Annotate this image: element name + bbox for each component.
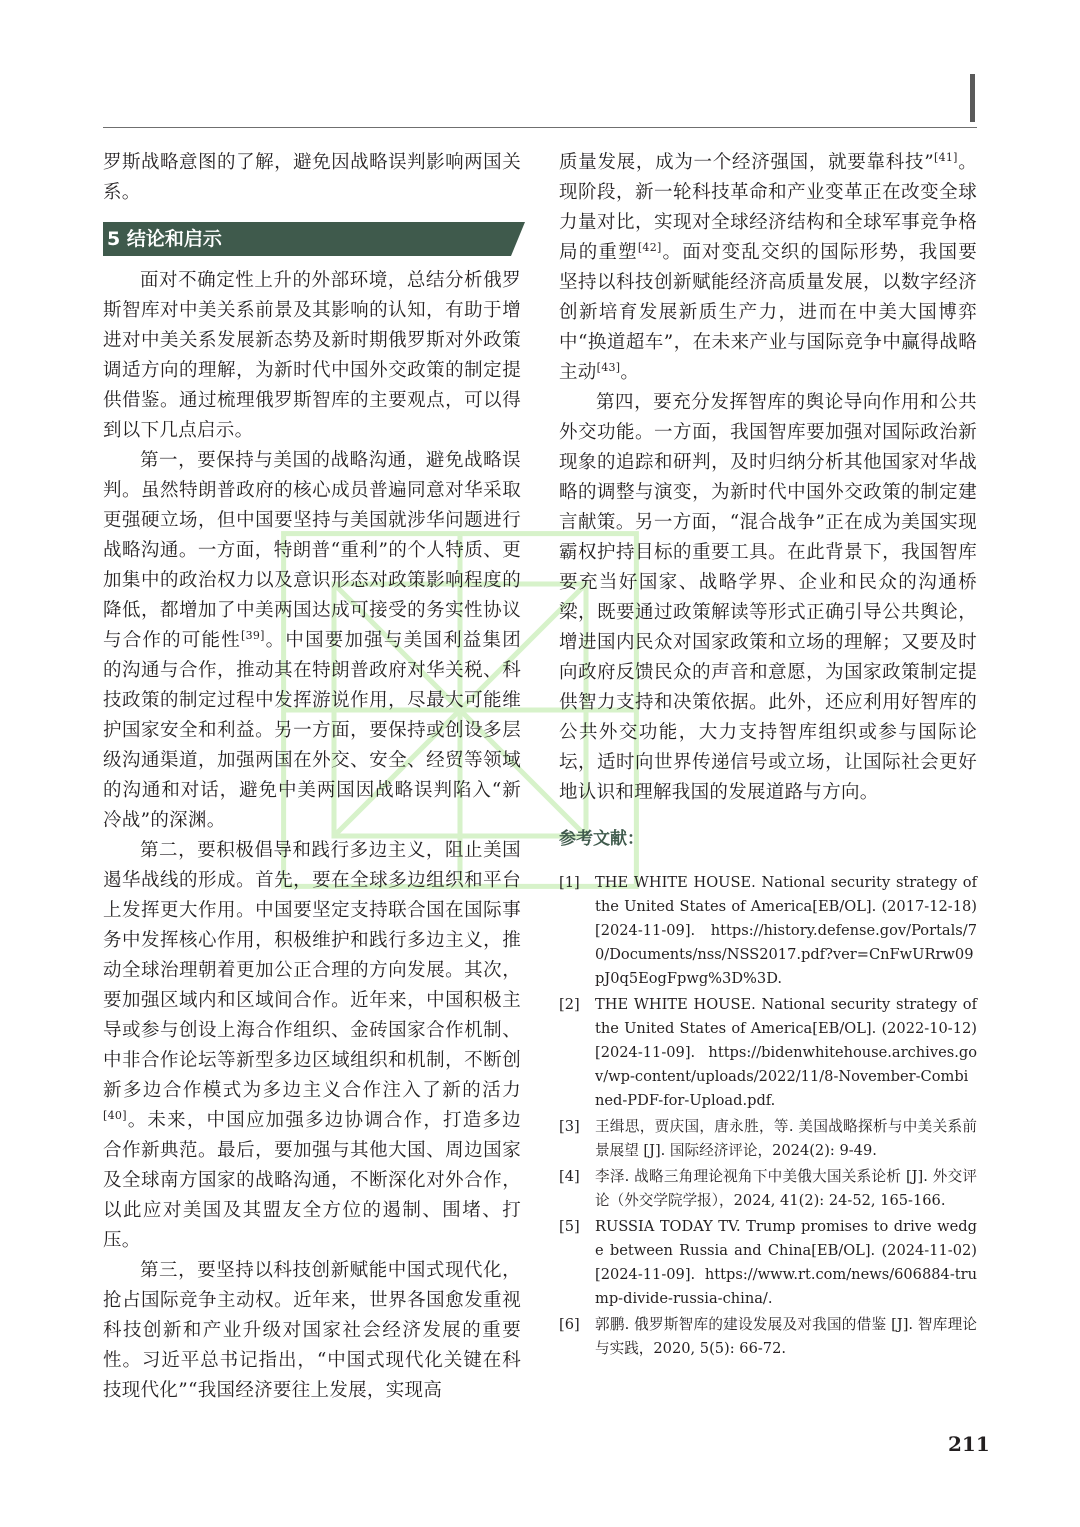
reference-item: [5] RUSSIA TODAY TV. Trump promises to drive wedge between Russia and China[EB/OL]. (2024-11-02) [2024-11-09]. https://www.rt.com/news/606884-trump-divide-russia-china/. [559,1218,977,1307]
reference-item: [4] 李泽. 战略三角理论视角下中美俄大国关系论析 [J]. 外交评论（外交学院学报），2024, 41(2): 24-52, 165-166. [559,1168,977,1209]
reference-item: [1] THE WHITE HOUSE. National security strategy of the United States of America[EB/OL]. (2017-12-18) [2024-11-09]. https://history.defense.gov/Portals/70/Documents/nss/NSS2017.pdf?ver=CnFwURrw09pJ0q5EogFpwg%3D%3D. [559,874,977,987]
right-column [559,148,977,1363]
reference-item: [3] 王缉思，贾庆国，唐永胜，等. 美国战略探析与中美关系前景展望 [J]. 国际经济评论，2024(2): 9-49. [559,1118,977,1159]
page-number: 211 [948,1432,990,1456]
paragraph-fourth-point: 第四，要充分发挥智库的舆论导向作用和公共外交功能。一方面，我国智库要加强对国际政治新现象的追踪和研判，及时归纳分析其他国家对华战略的调整与演变，为新时代中国外交政策的制定建言献策。另一方面，“混合战争”正在成为美国实现霸权护持目标的重要工具。在此背景下，我国智库要充当好国家、战略学界、企业和民众的沟通桥梁，既要通过政策解读等形式正确引导公共舆论，增进国内民众对国家政策和立场的理解；又要及时向政府反馈民众的声音和意愿，为国家政策制定提供智力支持和决策依据。此外，还应利用好智库的公共外交功能，大力支持智库组织或参与国际论坛，适时向世界传递信号或立场，让国际社会更好地认识和理解我国的发展道路与方向。 [559,392,977,803]
section-heading: 5 结论和启示 [103,222,511,256]
references-heading: 参考文献： [559,829,644,849]
citation-42: [42] [637,240,662,254]
paragraph-third-point: 第三，要坚持以科技创新赋能中国式现代化，抢占国际竞争主动权。近年来，世界各国愈发重视科技创新和产业升级对国家社会经济发展的重要性。习近平总书记指出，“中国式现代化关键在科技现代化”“我国经济要往上发展，实现高 [103,1260,521,1401]
header-rule [103,127,977,128]
header-mark [970,74,975,122]
citation-40: [40] [103,1108,127,1122]
left-column [103,148,521,1406]
paragraph-third-point-continued: 质量发展，成为一个经济强国，就要靠科技”[41]。现阶段，新一轮科技革命和产业变革正在改变全球力量对比，实现对全球经济结构和全球军事竞争格局的重塑[42]。面对变乱交织的国际形势，我国要坚持以科技创新赋能经济高质量发展，以数字经济创新培育发展新质生产力，进而在中美大国博弈中“换道超车”，在未来产业与国际竞争中赢得战略主动[43]。 [559,150,977,383]
citation-43: [43] [596,360,621,374]
citation-41: [41] [933,150,958,164]
paragraph-second-point: 第二，要积极倡导和践行多边主义，阻止美国遏华战线的形成。首先，要在全球多边组织和平台上发挥更大作用。中国要坚定支持联合国在国际事务中发挥核心作用，积极维护和践行多边主义，推动全球治理朝着更加公正合理的方向发展。其次，要加强区域内和区域间合作。近年来，中国积极主导或参与创设上海合作组织、金砖国家合作机制、中非合作论坛等新型多边区域组织和机制，不断创新多边合作模式为多边主义合作注入了新的活力[40]。未来，中国应加强多边协调合作，打造多边合作新典范。最后，要加强与其他大国、周边国家及全球南方国家的战略沟通，不断深化对外合作，以此应对美国及其盟友全方位的遏制、围堵、打压。 [103,840,521,1251]
paragraph-first-point: 第一，要保持与美国的战略沟通，避免战略误判。虽然特朗普政府的核心成员普遍同意对华采取更强硬立场，但中国要坚持与美国就涉华问题进行战略沟通。一方面，特朗普“重利”的个人特质、更加集中的政治权力以及意识形态对政策影响程度的降低，都增加了中美两国达成可接受的务实性协议与合作的可能性[39]。中国要加强与美国利益集团的沟通与合作，推动其在特朗普政府对华关税、科技政策的制定过程中发挥游说作用，尽最大可能维护国家安全和利益。另一方面，要保持或创设多层级沟通渠道，加强两国在外交、安全、经贸等领域的沟通和对话，避免中美两国因战略误判陷入“新冷战”的深渊。 [103,450,521,831]
reference-item: [2] THE WHITE HOUSE. National security strategy of the United States of America[EB/OL]. (2022-10-12) [2024-11-09]. https://bidenwhitehouse.archives.gov/wp-content/uploads/2022/11/8-November-Combined-PDF-for-Upload.pdf. [559,996,977,1109]
paragraph-continued: 罗斯战略意图的了解，避免因战略误判影响两国关系。 [103,152,521,203]
citation-39: [39] [240,628,265,642]
paragraph-intro: 面对不确定性上升的外部环境，总结分析俄罗斯智库对中美关系前景及其影响的认知，有助于增进对中美关系发展新态势及新时期俄罗斯对外政策调适方向的理解，为新时代中国外交政策的制定提供借鉴。通过梳理俄罗斯智库的主要观点，可以得到以下几点启示。 [103,270,521,441]
reference-item: [6] 郭鹏. 俄罗斯智库的建设发展及对我国的借鉴 [J]. 智库理论与实践，2020, 5(5): 66-72. [559,1316,977,1357]
reference-list [559,871,977,1361]
